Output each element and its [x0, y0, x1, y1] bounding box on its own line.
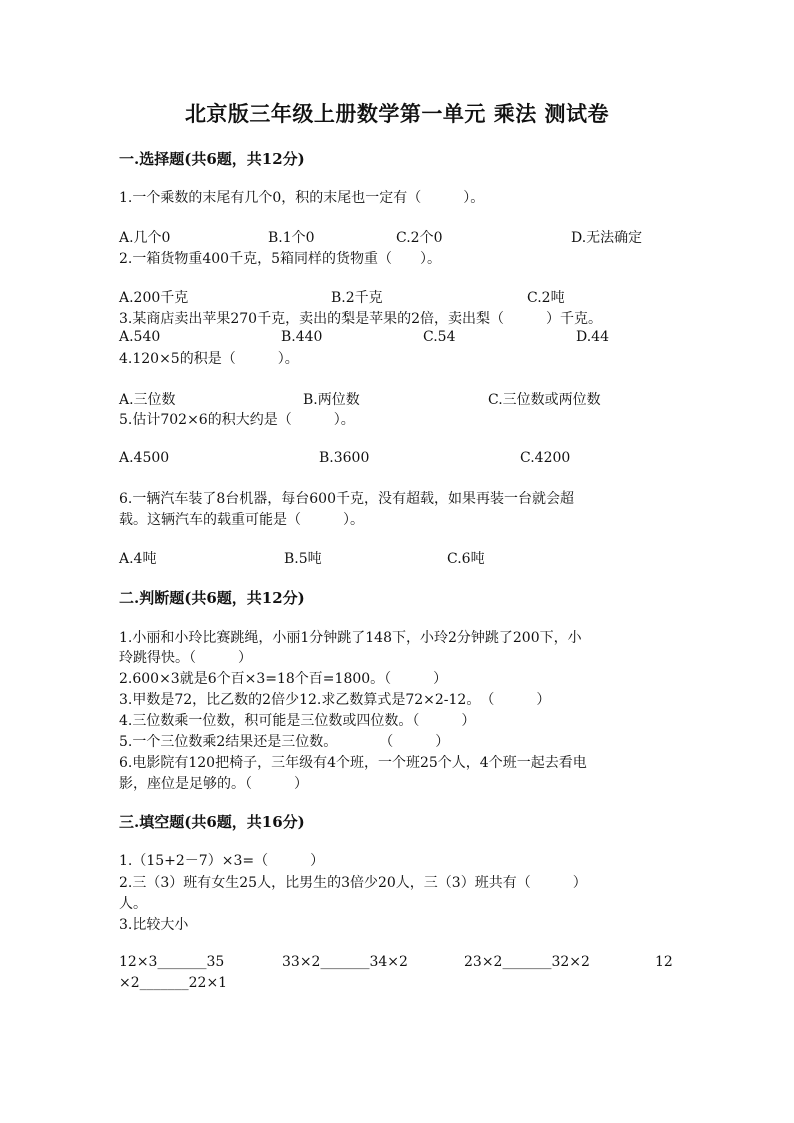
judge-q1-line2: 玲跳得快。（ ） — [119, 650, 252, 666]
choice-q6-stem-line2: 载。这辆汽车的载重可能是（ ）。 — [119, 512, 364, 528]
choice-q1-option-c: C.2个0 — [396, 230, 443, 246]
compare-item-3: 23×2_______32×2 — [464, 954, 590, 970]
choice-q5-option-c: C.4200 — [520, 450, 571, 466]
compare-item-4-end: ×2_______22×1 — [119, 975, 228, 991]
choice-q6-stem-line1: 6.一辆汽车装了8台机器，每台600千克，没有超载，如果再装一台就会超 — [119, 491, 574, 507]
fill-q3: 3.比较大小 — [119, 917, 189, 933]
judge-q6-line1: 6.电影院有120把椅子，三年级有4个班，一个班25个人，4个班一起去看电 — [119, 755, 587, 771]
choice-q2-stem: 2.一箱货物重400千克，5箱同样的货物重（ ）。 — [119, 251, 441, 267]
fill-q2-line2: 人。 — [119, 896, 147, 912]
choice-q1-option-a: A.几个0 — [119, 230, 171, 246]
choice-q6-option-c: C.6吨 — [447, 551, 485, 567]
choice-q4-option-b: B.两位数 — [303, 392, 360, 408]
judge-q4: 4.三位数乘一位数，积可能是三位数或四位数。（ ） — [119, 713, 476, 729]
section-heading-judge: 二.判断题(共6题，共12分) — [119, 589, 305, 607]
choice-q4-option-c: C.三位数或两位数 — [488, 392, 601, 408]
section-heading-choice: 一.选择题(共6题，共12分) — [119, 150, 305, 168]
choice-q4-stem: 4.120×5的积是（ ）。 — [119, 351, 299, 367]
choice-q5-stem: 5.估计702×6的积大约是（ ）。 — [119, 412, 355, 428]
choice-q3-stem: 3.某商店卖出苹果270千克，卖出的梨是苹果的2倍，卖出梨（ ）千克。 — [119, 311, 602, 327]
judge-q1-line1: 1.小丽和小玲比赛跳绳，小丽1分钟跳了148下，小玲2分钟跳了200下，小 — [119, 630, 582, 646]
choice-q1-option-d: D.无法确定 — [571, 230, 643, 246]
judge-q2: 2.600×3就是6个百×3=18个百=1800。（ ） — [119, 671, 448, 687]
compare-item-1: 12×3_______35 — [119, 954, 225, 970]
fill-q1: 1.（15+2－7）×3=（ ） — [119, 853, 325, 869]
choice-q3-option-c: C.54 — [423, 329, 456, 345]
section-heading-fill: 三.填空题(共6题，共16分) — [119, 813, 305, 831]
choice-q2-option-b: B.2千克 — [331, 290, 383, 306]
choice-q3-option-d: D.44 — [576, 329, 609, 345]
choice-q5-option-b: B.3600 — [319, 450, 370, 466]
judge-q5: 5.一个三位数乘2结果还是三位数。 （ ） — [119, 734, 450, 750]
choice-q6-option-a: A.4吨 — [119, 551, 157, 567]
choice-q3-option-b: B.440 — [281, 329, 323, 345]
choice-q6-option-b: B.5吨 — [284, 551, 322, 567]
compare-item-4-start: 12 — [655, 954, 673, 970]
compare-item-2: 33×2_______34×2 — [282, 954, 408, 970]
judge-q3: 3.甲数是72，比乙数的2倍少12.求乙数算式是72×2-12。 （ ） — [119, 692, 551, 708]
choice-q1-stem: 1.一个乘数的末尾有几个0，积的末尾也一定有（ ）。 — [119, 190, 485, 206]
choice-q2-option-a: A.200千克 — [119, 290, 189, 306]
choice-q2-option-c: C.2吨 — [527, 290, 565, 306]
choice-q5-option-a: A.4500 — [119, 450, 170, 466]
choice-q3-option-a: A.540 — [119, 329, 161, 345]
choice-q1-option-b: B.1个0 — [268, 230, 315, 246]
fill-q2-line1: 2.三（3）班有女生25人，比男生的3倍少20人，三（3）班共有（ ） — [119, 875, 587, 891]
page-title: 北京版三年级上册数学第一单元 乘法 测试卷 — [184, 101, 610, 126]
choice-q4-option-a: A.三位数 — [119, 392, 176, 408]
judge-q6-line2: 影，座位是足够的。（ ） — [119, 776, 308, 792]
